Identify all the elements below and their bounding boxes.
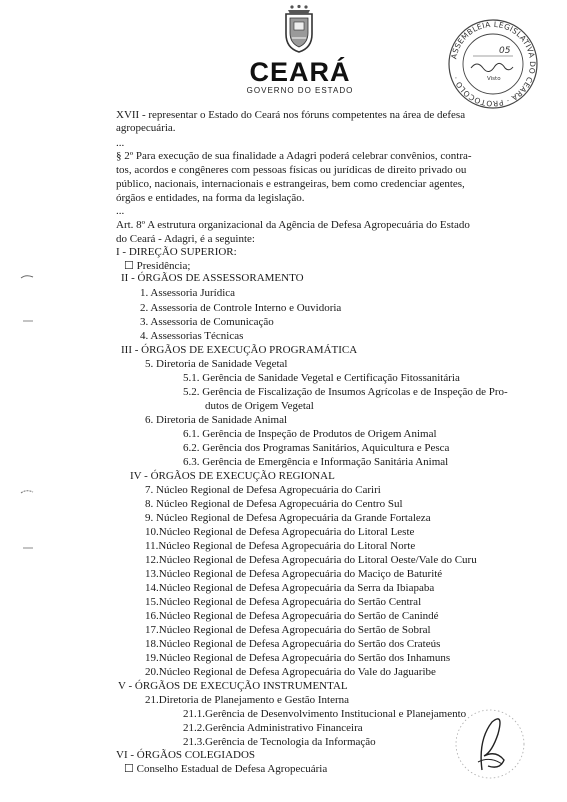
article-8-line1: Art. 8º A estrutura organizacional da Agência de Defesa Agropecuária do Estado [116, 219, 470, 231]
list-item: 20.Núcleo Regional de Defesa Agropecuária do Vale do Jaguaribe [145, 666, 436, 678]
list-item: 18.Núcleo Regional de Defesa Agropecuária do Sertão dos Crateús [145, 638, 441, 650]
list-item: 10.Núcleo Regional de Defesa Agropecuária do Litoral Leste [145, 526, 415, 538]
paragraph-2-line2: tos, acordos e congêneres com pessoas físicas ou jurídicas de direito privado ou [116, 164, 467, 176]
list-item: 9. Núcleo Regional de Defesa Agropecuária da Grande Fortaleza [145, 512, 431, 524]
list-item: 6.2. Gerência dos Programas Sanitários, Aquicultura e Pesca [183, 442, 450, 454]
item-xvii-line1: XVII - representar o Estado do Ceará nos fóruns competentes na área de defesa [116, 109, 466, 121]
ellipsis: ... [116, 137, 125, 149]
section-vi-heading: VI - ÓRGÃOS COLEGIADOS [116, 749, 256, 761]
list-item: 5. Diretoria de Sanidade Vegetal [145, 358, 288, 370]
list-item: ☐ Conselho Estadual de Defesa Agropecuária [124, 763, 328, 775]
svg-text:ASSEMBLEIA LEGISLATIVA DO CEAR: ASSEMBLEIA LEGISLATIVA DO CEARÁ · PROTOCOLO · [449, 19, 538, 109]
checkbox-icon: ☐ [124, 260, 137, 272]
margin-mark-icon [22, 545, 34, 551]
list-item: 7. Núcleo Regional de Defesa Agropecuária do Cariri [145, 484, 381, 496]
list-item: 2. Assessoria de Controle Interno e Ouvidoria [140, 302, 342, 314]
list-item: 17.Núcleo Regional de Defesa Agropecuária do Sertão de Sobral [145, 624, 431, 636]
list-item: dutos de Origem Vegetal [205, 400, 314, 412]
list-item: 21.1.Gerência de Desenvolvimento Institucional e Planejamento [183, 708, 467, 720]
signature-rubric-icon [448, 700, 532, 790]
section-iv-heading: IV - ÓRGÃOS DE EXECUÇÃO REGIONAL [130, 470, 335, 482]
list-item: 1. Assessoria Jurídica [140, 287, 236, 299]
government-subtitle: GOVERNO DO ESTADO [246, 86, 354, 95]
list-item: 6.3. Gerência de Emergência e Informação Sanitária Animal [183, 456, 449, 468]
margin-mark-icon [20, 272, 34, 282]
list-item: 3. Assessoria de Comunicação [140, 316, 274, 328]
margin-mark-icon [22, 318, 34, 324]
list-item: 21.3.Gerência de Tecnologia da Informação [183, 736, 376, 748]
list-item: 14.Núcleo Regional de Defesa Agropecuária da Serra da Ibiapaba [145, 582, 435, 594]
protocol-stamp-icon [447, 18, 539, 110]
list-item: 16.Núcleo Regional de Defesa Agropecuária do Sertão de Canindé [145, 610, 439, 622]
section-iii-heading: III - ÓRGÃOS DE EXECUÇÃO PROGRAMÁTICA [121, 344, 358, 356]
section-v-heading: V - ÓRGÃOS DE EXECUÇÃO INSTRUMENTAL [118, 680, 348, 692]
stamp-page-number: 05 [499, 46, 511, 56]
list-item: ☐ Presidência; [124, 260, 191, 272]
list-item: 12.Núcleo Regional de Defesa Agropecuária do Litoral Oeste/Vale do Curu [145, 554, 477, 566]
list-item: 21.Diretoria de Planejamento e Gestão Interna [145, 694, 350, 706]
margin-mark-icon [20, 488, 34, 496]
paragraph-2-line4: órgãos e entidades, na forma da legislação. [116, 192, 305, 204]
checkbox-icon: ☐ [124, 763, 137, 775]
coat-of-arms-icon [282, 4, 316, 54]
list-item: 8. Núcleo Regional de Defesa Agropecuária do Centro Sul [145, 498, 403, 510]
list-item: 19.Núcleo Regional de Defesa Agropecuária do Sertão dos Inhamuns [145, 652, 451, 664]
list-item: 15.Núcleo Regional de Defesa Agropecuária do Sertão Central [145, 596, 422, 608]
list-item: 5.1. Gerência de Sanidade Vegetal e Certificação Fitossanitária [183, 372, 460, 384]
list-item: 4. Assessorias Técnicas [140, 330, 244, 342]
paragraph-2-line3: público, nacionais, internacionais e estrangeiras, bem como credenciar agentes, [116, 178, 465, 190]
list-item: 21.2.Gerência Administrativo Financeira [183, 722, 363, 734]
section-i-heading: I - DIREÇÃO SUPERIOR: [116, 246, 237, 258]
article-8-line2: do Ceará - Adagri, é a seguinte: [116, 233, 255, 245]
list-item: 13.Núcleo Regional de Defesa Agropecuária do Maciço de Baturité [145, 568, 443, 580]
ellipsis: ... [116, 205, 125, 217]
list-item: 5.2. Gerência de Fiscalização de Insumos Agrícolas e de Inspeção de Pro- [183, 386, 508, 398]
stamp-visto: Visto [487, 76, 501, 82]
list-item: 6.1. Gerência de Inspeção de Produtos de Origem Animal [183, 428, 437, 440]
state-brand: CEARÁ [249, 57, 351, 87]
list-item: 6. Diretoria de Sanidade Animal [145, 414, 288, 426]
paragraph-2-line1: § 2º Para execução de sua finalidade a Adagri poderá celebrar convênios, contra- [116, 150, 472, 162]
list-item: 11.Núcleo Regional de Defesa Agropecuária do Litoral Norte [145, 540, 416, 552]
section-ii-heading: II - ÓRGÃOS DE ASSESSORAMENTO [121, 272, 304, 284]
item-xvii-line2: agropecuária. [116, 122, 176, 134]
